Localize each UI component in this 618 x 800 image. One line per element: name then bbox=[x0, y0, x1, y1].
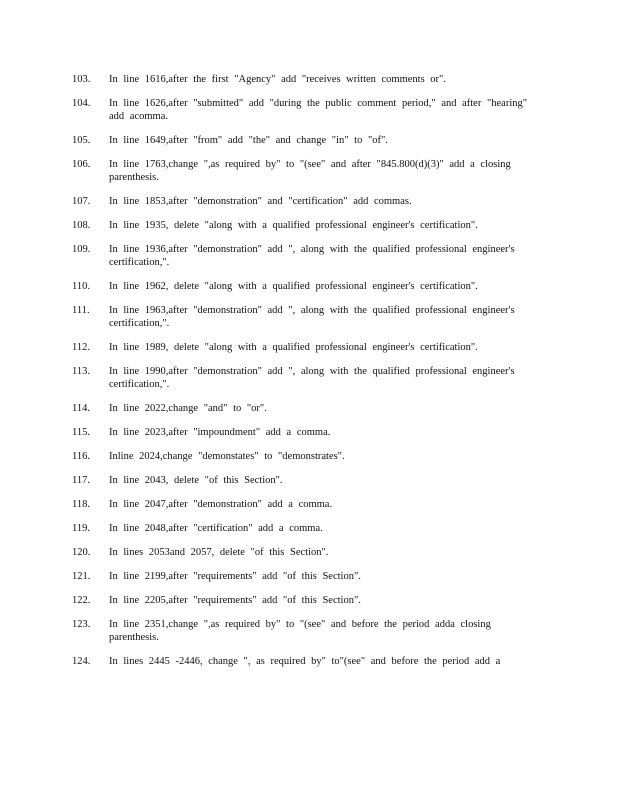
item-number: 106. bbox=[72, 159, 91, 170]
item-number: 121. bbox=[72, 571, 91, 582]
item-number: 113. bbox=[72, 366, 90, 377]
list-item bbox=[72, 546, 542, 559]
item-number: 124. bbox=[72, 656, 91, 667]
item-number: 122. bbox=[72, 595, 91, 606]
item-number: 119. bbox=[72, 523, 90, 534]
item-text: In line 1853,after "demonstration" and "certification" add commas. bbox=[109, 196, 412, 207]
amendment-list bbox=[72, 73, 542, 679]
item-text: In lines 2053and 2057, delete "of this Section". bbox=[109, 547, 329, 558]
item-text: In line 2205,after "requirements" add "of this Section". bbox=[109, 595, 361, 606]
item-text: In line 2199,after "requirements" add "of this Section". bbox=[109, 571, 361, 582]
item-number: 107. bbox=[72, 196, 91, 207]
item-number: 109. bbox=[72, 244, 91, 255]
list-item bbox=[72, 195, 542, 208]
list-item bbox=[72, 450, 542, 463]
list-item bbox=[72, 522, 542, 535]
item-text: In line 2047,after "demonstration" add a comma. bbox=[109, 499, 333, 510]
item-text: In line 2023,after "impoundment" add a comma. bbox=[109, 427, 331, 438]
list-item bbox=[72, 474, 542, 487]
list-item bbox=[72, 594, 542, 607]
item-text: In lines 2445 -2446, change ", as required by" to"(see" and before the period add a bbox=[109, 656, 501, 667]
item-text: In line 1616,after the first "Agency" add "receives written comments or". bbox=[109, 74, 446, 85]
item-number: 110. bbox=[72, 281, 90, 292]
item-number: 114. bbox=[72, 403, 90, 414]
list-item bbox=[72, 498, 542, 511]
item-number: 115. bbox=[72, 427, 90, 438]
list-item bbox=[72, 426, 542, 439]
item-number: 104. bbox=[72, 98, 91, 109]
item-text: In line 1763,change ",as required by" to "(see" and after "845.800(d)(3)" add a closing parenthesis. bbox=[109, 159, 511, 183]
list-item bbox=[72, 618, 542, 644]
list-item bbox=[72, 243, 542, 269]
item-number: 103. bbox=[72, 74, 91, 85]
list-item bbox=[72, 655, 542, 668]
item-text: Inline 2024,change "demonstates" to "demonstrates". bbox=[109, 451, 345, 462]
item-number: 120. bbox=[72, 547, 91, 558]
list-item bbox=[72, 280, 542, 293]
item-text: In line 1989, delete "along with a qualified professional engineer's certification". bbox=[109, 342, 478, 353]
item-number: 105. bbox=[72, 135, 91, 146]
item-number: 111. bbox=[72, 305, 90, 316]
item-number: 117. bbox=[72, 475, 90, 486]
item-number: 123. bbox=[72, 619, 91, 630]
list-item bbox=[72, 158, 542, 184]
item-text: In line 2351,change ",as required by" to "(see" and before the period adda closing parenthesis. bbox=[109, 619, 491, 643]
item-text: In line 2022,change "and" to "or". bbox=[109, 403, 267, 414]
item-text: In line 2048,after "certification" add a comma. bbox=[109, 523, 323, 534]
item-text: In line 2043, delete "of this Section". bbox=[109, 475, 283, 486]
item-text: In line 1990,after "demonstration" add ", along with the qualified professional engineer's certification,". bbox=[109, 366, 515, 390]
item-text: In line 1962, delete "along with a qualified professional engineer's certification". bbox=[109, 281, 478, 292]
item-number: 112. bbox=[72, 342, 90, 353]
item-text: In line 1626,after "submitted" add "during the public comment period," and after "hearing" add acomma. bbox=[109, 98, 528, 122]
item-text: In line 1963,after "demonstration" add ", along with the qualified professional engineer's certification,". bbox=[109, 305, 515, 329]
list-item bbox=[72, 73, 542, 86]
item-number: 118. bbox=[72, 499, 90, 510]
list-item bbox=[72, 219, 542, 232]
list-item bbox=[72, 304, 542, 330]
item-text: In line 1935, delete "along with a qualified professional engineer's certification". bbox=[109, 220, 478, 231]
list-item bbox=[72, 134, 542, 147]
item-number: 108. bbox=[72, 220, 91, 231]
list-item bbox=[72, 570, 542, 583]
list-item bbox=[72, 402, 542, 415]
item-text: In line 1649,after "from" add "the" and change "in" to "of". bbox=[109, 135, 388, 146]
list-item bbox=[72, 365, 542, 391]
list-item bbox=[72, 97, 542, 123]
list-item bbox=[72, 341, 542, 354]
item-number: 116. bbox=[72, 451, 90, 462]
item-text: In line 1936,after "demonstration" add ", along with the qualified professional engineer's certification,". bbox=[109, 244, 515, 268]
